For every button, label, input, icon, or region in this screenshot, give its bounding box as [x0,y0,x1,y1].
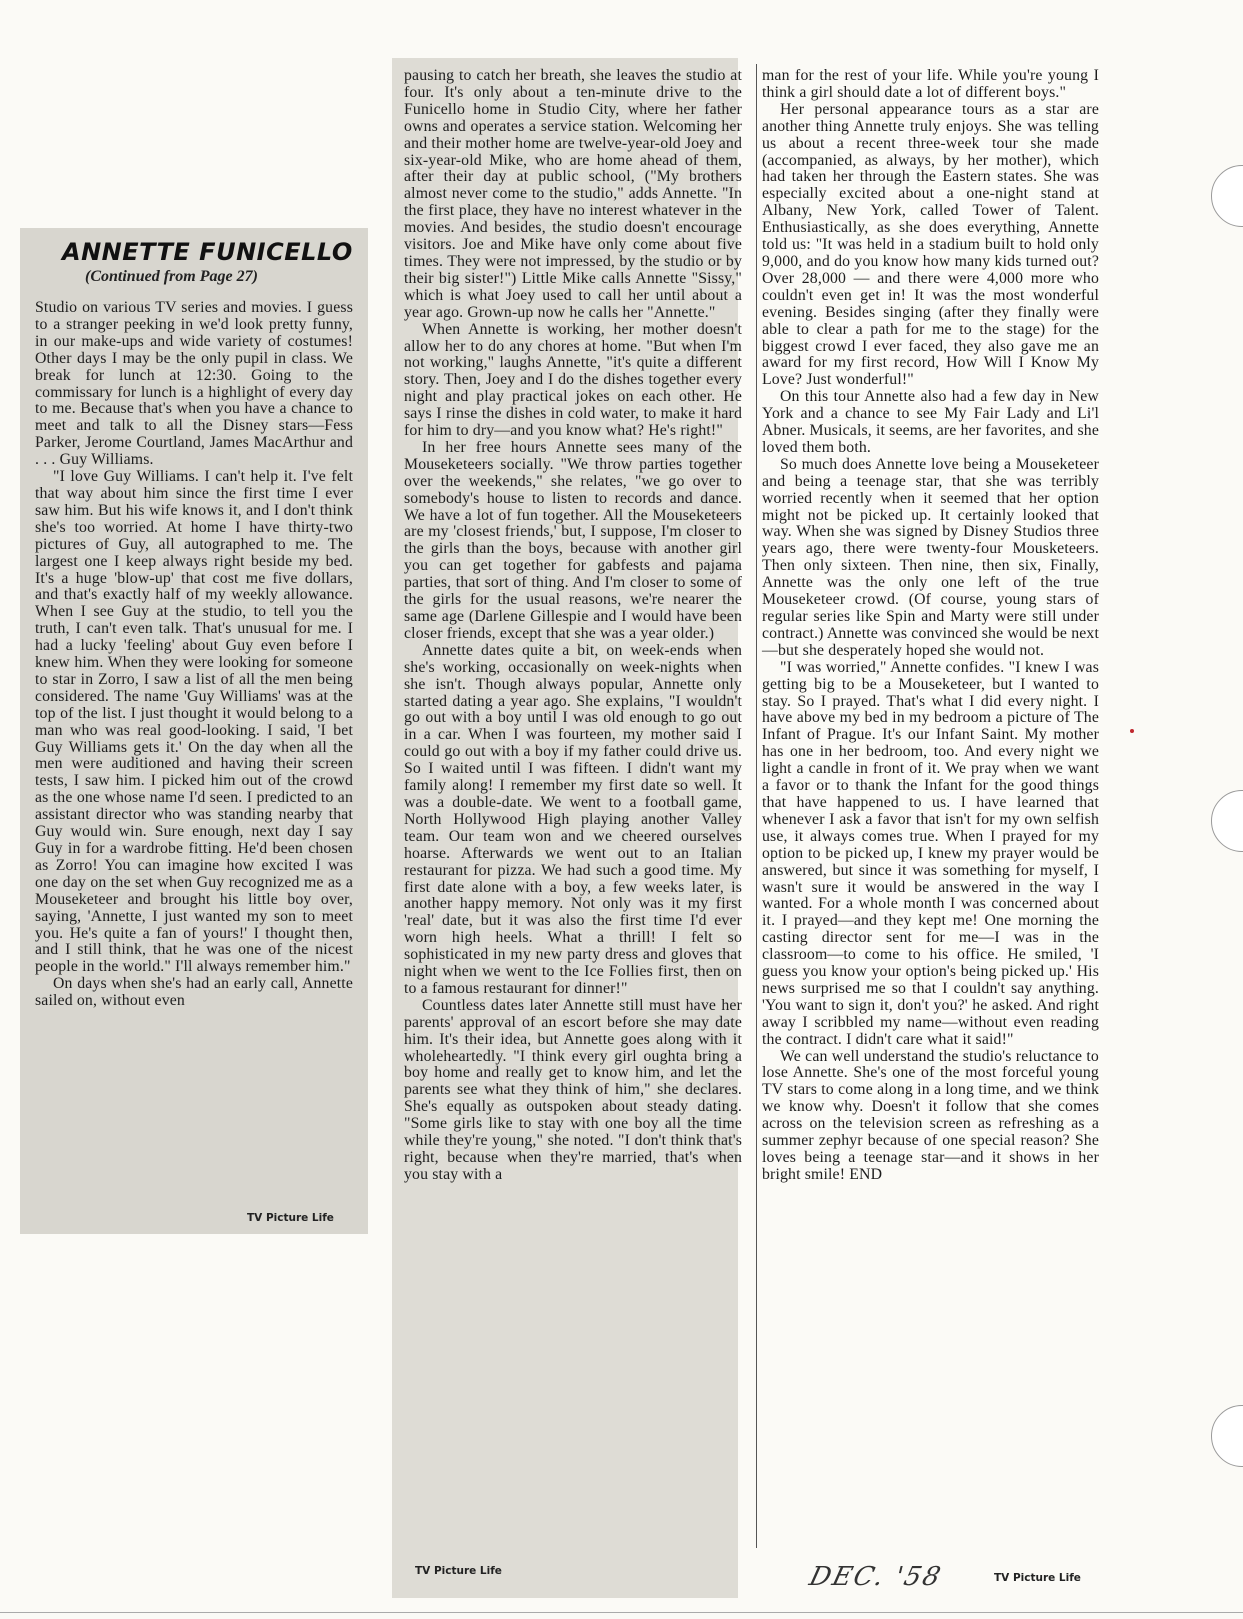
paragraph: "I love Guy Williams. I can't help it. I've felt that way about him since the first time I ever saw him. But his wife knows it, and I don't think she's too worried. At home I have thirty-two pictures of Guy, all autographed to me. The largest one I keep always right beside my bed. It's a huge 'blow-up' that cost me five dollars, and that's exactly half of my weekly allowance. When I see Guy at the studio, to tell you the truth, I can't even talk. That's unusual for me. I had a lucky 'feeling' about Guy even before I knew him. When they were looking for someone to star in Zorro, I saw a list of all the men being considered. The name 'Guy Williams' was at the top of the list. I just thought it would belong to a man who was real good-looking. I said, 'I bet Guy Williams gets it.' On the day when all the men were auditioned and having their screen tests, I saw him. I picked him out of the crowd as the one whose name I'd seen. I predicted to an assistant director who was standing nearby that Guy would win. Sure enough, next day I say Guy in for a wardrobe fitting. He'd been chosen as Zorro! You can imagine how excited I was one day on the set when Guy recognized me as a Mouseketeer and brought his little boy over, saying, 'Annette, I just wanted my son to meet you. He's quite a fan of yours!' I thought then, and I still think, that he was one of the nicest people in the world." I'll always remember him." [35,468,353,976]
continued-note: (Continued from Page 27) [85,268,258,285]
paragraph: We can well understand the studio's reluctance to lose Annette. She's one of the most forceful young TV stars to come along in a long time, and we think we know why. Doesn't it follow that she comes across on the television screen as refreshing as a summer zephyr because of one special reason? She loves being a teenage star—and it shows in her bright smile! END [762,1047,1099,1183]
paragraph: Countless dates later Annette still must have her parents' approval of an escort before she may date him. It's their idea, but Annette goes along with it wholeheartedly. "I think every girl oughta bring a boy home and really get to know him, and let the parents see what they think of him," she declares. She's equally as outspoken about steady dating. "Some girls like to stay with one boy all the time while they're young," she noted. "I don't think that's right, because when they're married, that's when you stay with a [404,996,742,1183]
paragraph: On this tour Annette also had a few day in New York and a chance to see My Fair Lady and Li'l Abner. Musicals, it seems, are her favorites, and she loved them both. [762,388,1099,456]
text-column-1 [35,300,353,1010]
binder-hole-icon [1211,165,1243,227]
article-headline: ANNETTE FUNICELLO [62,238,353,266]
paragraph: Studio on various TV series and movies. I guess to a stranger peeking in we'd look pretty funny, in our make-ups and wide variety of costumes! Other days I may be the only pupil in class. We break for lunch at 12:30. Going to the commissary for lunch is a highlight of every day to me. Because that's when you have a chance to meet and talk to all the Disney stars—Fess Parker, Jerome Courtland, James MacArthur and . . . Guy Williams. [35,299,353,469]
paragraph: Annette dates quite a bit, on week-ends when she's working, occasionally on week-nights when she isn't. Though always popular, Annette only started dating a year ago. She explains, "I wouldn't go out with a boy until I was old enough to go out in a car. When I was fourteen, my mother said I could go out with a boy if my father could drive us. So I waited until I was fifteen. I didn't want my family along! I remember my first date so well. It was a double-date. We went to a football game, North Hollywood High playing another Valley team. Our team won and we cheered ourselves hoarse. Afterwards we went out to an Italian restaurant for pizza. We had such a good time. My first date alone with a boy, a few weeks later, is another happy memory. Not only was it my first 'real' date, but it was also the first time I'd ever worn high heels. What a thrill! I felt so sophisticated in my new party dress and gloves that night when we went to the Ice Follies first, then on to a famous restaurant for dinner!" [404,641,742,997]
paragraph: When Annette is working, her mother doesn't allow her to do any chores at home. "But when I'm not working," laughs Annette, "it's quite a different story. Then, Joey and I do the dishes together every night and play practical jokes on each other. He says I rinse the dishes in cold water, to make it hard for him to dry—and you know what? He's right!" [404,320,742,440]
folio-col3: TV Picture Life [994,1572,1081,1584]
column-rule [756,64,757,1548]
paragraph: In her free hours Annette sees many of the Mouseketeers socially. "We throw parties together over the weekends," she relates, "we go over to somebody's house to listen to records and dance. We have a lot of fun together. All the Mouseketeers are my 'closest friends,' but, I suppose, I'm closer to the girls than the boys, because with another girl you can get together for gabfests and pajama parties, that sort of thing. And I'm closer to some of the girls for the usual reasons, we're nearer the same age (Darlene Gillespie and I would have been closer friends, except that she was a year older.) [404,438,742,642]
folio-col2: TV Picture Life [415,1565,502,1577]
folio-col1: TV Picture Life [247,1212,334,1224]
paragraph: So much does Annette love being a Mouseketeer and being a teenage star, that she was terribly worried recently when it seemed that her option might not be picked up. It certainly looked that way. When she was signed by Disney Studios three years ago, there were twenty-four Mousketeers. Then only sixteen. Then nine, then six, Finally, Annette was the only one left of the true Mouseketeer crowd. (Of course, young stars of regular series like Spin and Marty were still under contract.) Annette was convinced she would be next—but she desperately hoped she would not. [762,455,1099,659]
paragraph: Her personal appearance tours as a star are another thing Annette truly enjoys. She was telling us about a recent three-week tour she made (accompanied, as always, by her mother), which had taken her through the Eastern states. She was especially excited about a one-night stand at Albany, New York, called Tower of Talent. Enthusiastically, as she does everything, Annette told us: "It was held in a stadium built to hold only 9,000, and do you know how many kids turned out? Over 28,000 — and there were 4,000 more who couldn't even get in! It was the most wonderful evening. Besides singing (after they finally were able to clear a path for me to the stage) for the biggest crowd I ever faced, they also gave me an award for my first record, How Will I Know My Love? Just wonderful!" [762,100,1099,389]
scan-edge [0,1612,1243,1613]
binder-hole-icon [1211,1405,1243,1467]
paragraph: pausing to catch her breath, she leaves the studio at four. It's only about a ten-minute drive to the Funicello home in Studio City, where her father owns and operates a service station. Welcoming her and their mother home are twelve-year-old Joey and six-year-old Mike, who are home ahead of them, after their day at public school, ("My brothers almost never come to the studio," adds Annette. "In the first place, they have no interest whatever in the movies. And besides, the studio doesn't encourage visitors. Joe and Mike have only come about five times. They were not impressed, by the studio or by their big sister!") Little Mike calls Annette "Sissy," which is what Joey used to call her until about a year ago. Grown-up now he calls her "Annette." [404,67,742,321]
paragraph: man for the rest of your life. While you're young I think a girl should date a lot of different boys." [762,67,1099,101]
binder-hole-icon [1211,790,1243,852]
text-column-2 [404,68,742,1184]
text-column-3 [762,68,1099,1184]
paragraph: "I was worried," Annette confides. "I knew I was getting big to be a Mouseketeer, but I wanted to stay. So I prayed. That's what I did every night. I have above my bed in my bedroom a picture of The Infant of Prague. It's our Infant Saint. My mother has one in her bedroom, too. And every night we light a candle in front of it. We pray when we want a favor or to thank the Infant for the good things that have happened to us. I have learned that whenever I ask a favor that isn't for my own selfish use, it always comes true. When I prayed for my option to be picked up, I knew my prayer would be answered, but since it was something for myself, I wasn't sure it would be answered in the way I wanted. For a whole month I was concerned about it. I prayed—and they kept me! One morning the casting director sent for me—I was in the classroom—to come to his office. He smiled, 'I guess you know your option's being picked up.' His news surprised me so that I couldn't say anything. 'You want to sign it, don't you?' he asked. And right away I scribbled my name—without even reading the contract. I didn't care what it said!" [762,658,1099,1048]
paragraph: On days when she's had an early call, Annette sailed on, without even [35,975,353,1010]
handwritten-date: DEC. '58 [806,1562,946,1592]
ink-speck [1130,729,1134,733]
